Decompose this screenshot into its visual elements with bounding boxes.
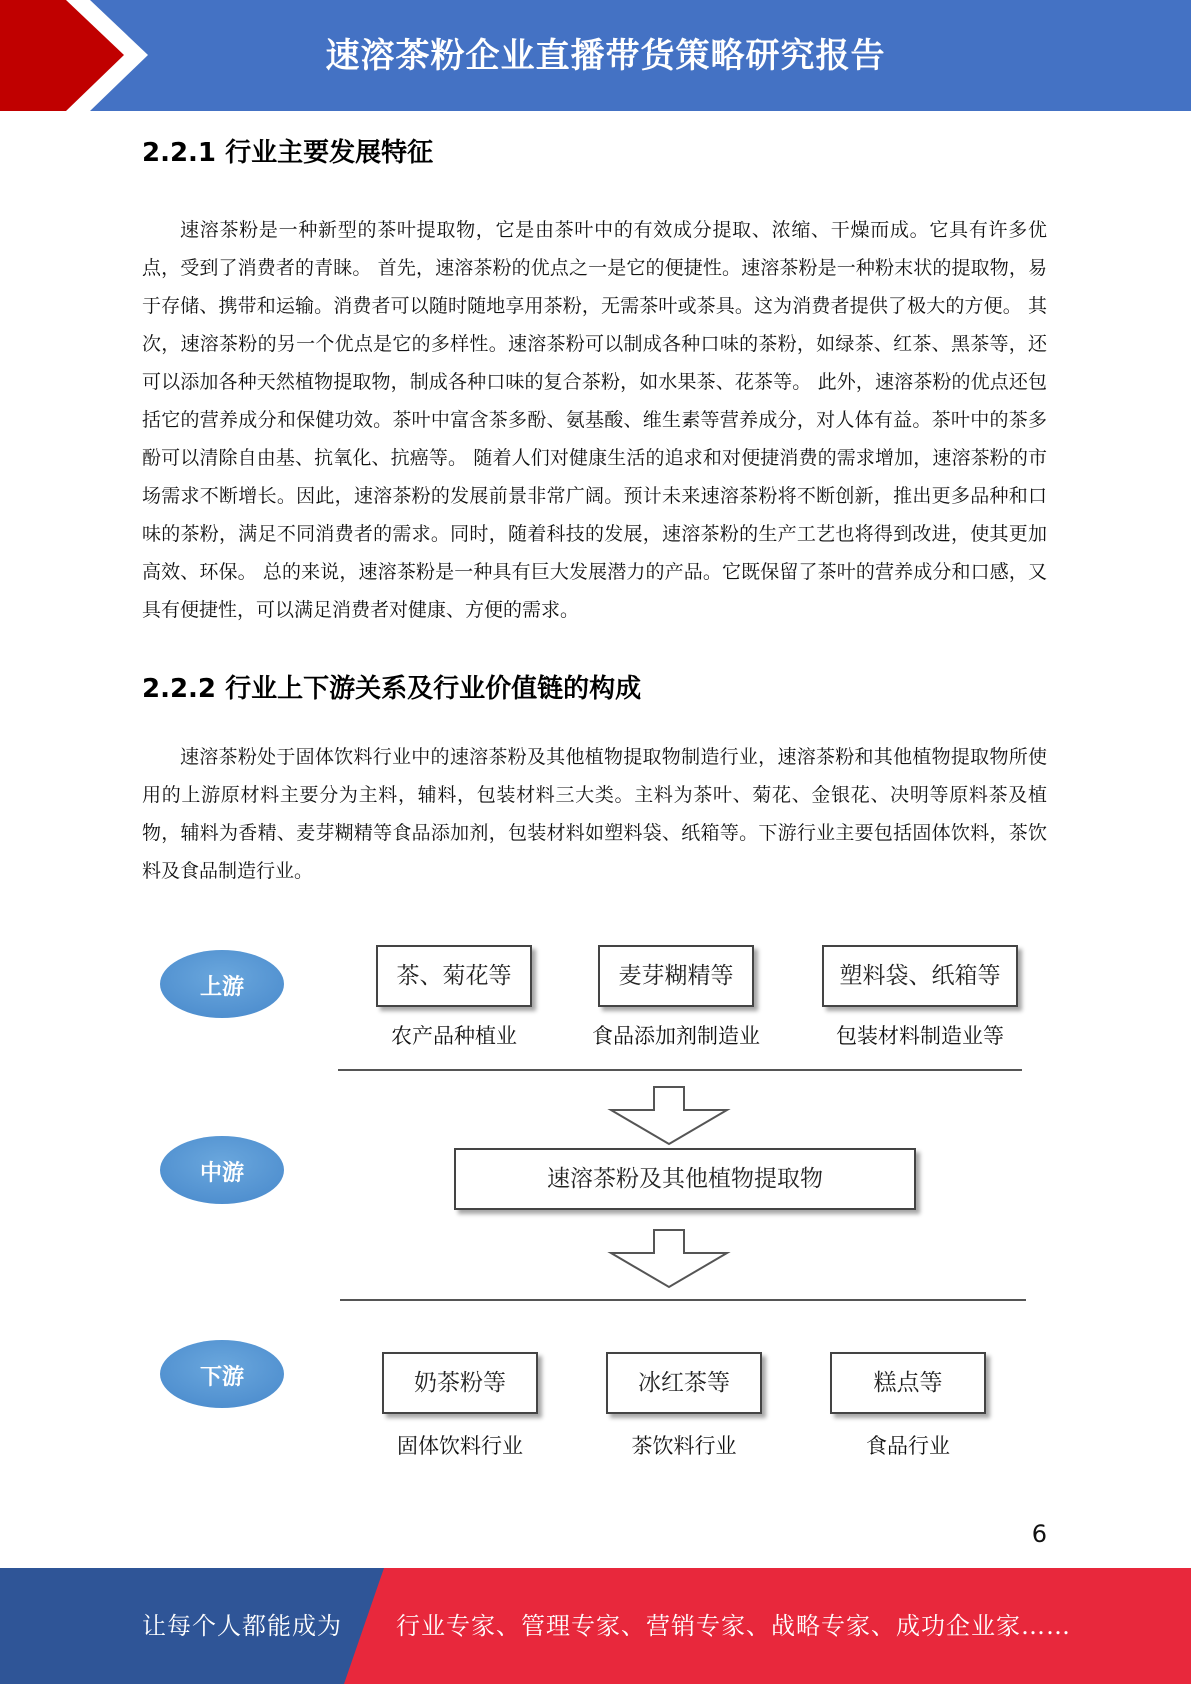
midstream-box: 速溶茶粉及其他植物提取物 [454,1148,916,1210]
downstream-caption-2: 茶饮料行业 [631,1434,737,1458]
header-title: 速溶茶粉企业直播带货策略研究报告 [325,36,886,76]
footer-slogan-right: 行业专家、管理专家、营销专家、战略专家、成功企业家…… [396,1612,1071,1640]
upstream-caption-2: 食品添加剂制造业 [592,1024,760,1048]
midstream-label: 中游 [199,1161,244,1186]
upstream-label: 上游 [199,975,244,1000]
footer-slogan-left: 让每个人都能成为 [142,1612,342,1640]
upstream-caption-3: 包装材料制造业等 [836,1024,1004,1048]
downstream-caption-1: 固体饮料行业 [397,1434,523,1458]
section-heading-2-2-2: 2.2.2 行业上下游关系及行业价值链的构成 [142,674,642,704]
down-arrow-icon [611,1087,727,1144]
section-paragraph-2-2-1: 速溶茶粉是一种新型的茶叶提取物，它是由茶叶中的有效成分提取、浓缩、干燥而成。它具有许多优点，受到了消费者的青睐。 首先，速溶茶粉的优点之一是它的便捷性。速溶茶粉是一种粉末状的提取物，易于存储、携带和运输。消费者可以随时随地享用茶粉，无需茶叶或茶具。这为消费者提供了极大的方便。 其次，速溶茶粉的另一个优点是它的多样性。速溶茶粉可以制成各种口味的茶粉，如绿茶、红茶、黑茶等，还可以添加各种天然植物提取物，制成各种口味的复合茶粉，如水果茶、花茶等。 此外，速溶茶粉的优点还包括它的营养成分和保健功效。茶叶中富含茶多酚、氨基酸、维生素等营养成分，对人体有益。茶叶中的茶多酚可以清除自由基、抗氧化、抗癌等。 随着人们对健康生活的追求和对便捷消费的需求增加，速溶茶粉的市场需求不断增长。因此，速溶茶粉的发展前景非常广阔。预计未来速溶茶粉将不断创新，推出更多品种和口味的茶粉，满足不同消费者的需求。同时，随着科技的发展，速溶茶粉的生产工艺也将得到改进，使其更加高效、环保。 总的来说，速溶茶粉是一种具有巨大发展潜力的产品。它既保留了茶叶的营养成分和口感，又具有便捷性，可以满足消费者对健康、方便的需求。 [142,219,1047,621]
downstream-box-3: 糕点等 [830,1352,986,1414]
page-footer [0,1568,1191,1684]
upstream-box-3: 塑料袋、纸箱等 [822,945,1018,1007]
section-paragraph-2-2-2: 速溶茶粉处于固体饮料行业中的速溶茶粉及其他植物提取物制造行业，速溶茶粉和其他植物提取物所使用的上游原材料主要分为主料，辅料，包装材料三大类。主料为茶叶、菊花、金银花、决明等原料茶及植物，辅料为香精、麦芽糊精等食品添加剂，包装材料如塑料袋、纸箱等。下游行业主要包括固体饮料，茶饮料及食品制造行业。 [142,746,1047,882]
downstream-caption-3: 食品行业 [866,1434,950,1458]
down-arrow-icon [611,1230,727,1287]
upstream-caption-1: 农产品种植业 [391,1024,517,1048]
upstream-box-1: 茶、菊花等 [376,945,532,1007]
section-heading-2-2-1: 2.2.1 行业主要发展特征 [142,138,434,168]
upstream-box-2: 麦芽糊精等 [598,945,754,1007]
downstream-box-2: 冰红茶等 [606,1352,762,1414]
downstream-box-1: 奶茶粉等 [382,1352,538,1414]
page-header [0,0,1191,111]
page-number: 6 [1031,1520,1047,1548]
value-chain-diagram [142,912,1052,1472]
downstream-label: 下游 [199,1365,244,1390]
